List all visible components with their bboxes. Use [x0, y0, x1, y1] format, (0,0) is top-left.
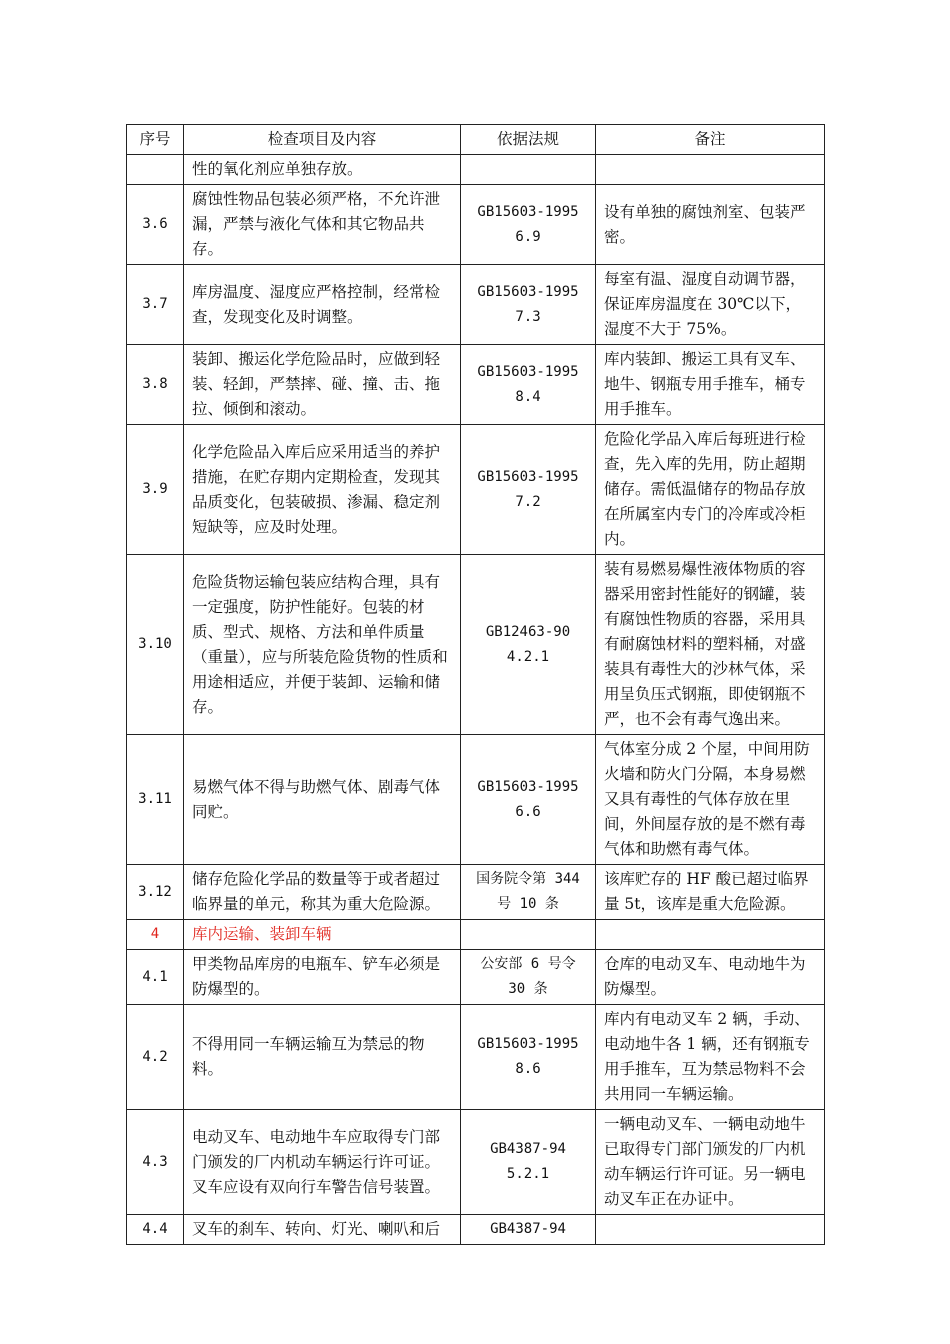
- table-header-row: [127, 125, 825, 155]
- table-row: [127, 1215, 825, 1245]
- row-item: 装卸、搬运化学危险品时，应做到轻装、轻卸，严禁摔、碰、撞、击、拖拉、倾倒和滚动。: [184, 345, 461, 425]
- row-item: 危险货物运输包装应结构合理，具有一定强度，防护性能好。包装的材质、型式、规格、方法和单件质量（重量），应与所装危险货物的性质和用途相适应，并便于装卸、运输和储存。: [184, 555, 461, 735]
- row-item: 不得用同一车辆运输互为禁忌的物料。: [184, 1005, 461, 1110]
- row-number: 3.12: [127, 865, 184, 920]
- row-note: [596, 155, 825, 185]
- header-note: 备注: [596, 125, 825, 155]
- row-law: 国务院令第 344 号 10 条: [461, 865, 596, 920]
- row-number: 4.4: [127, 1215, 184, 1245]
- row-note: 每室有温、湿度自动调节器，保证库房温度在 30℃以下，湿度不大于 75%。: [596, 265, 825, 345]
- row-number: 4.2: [127, 1005, 184, 1110]
- header-law: 依据法规: [461, 125, 596, 155]
- row-note: 一辆电动叉车、一辆电动地牛已取得专门部门颁发的厂内机动车辆运行许可证。另一辆电动叉车正在办证中。: [596, 1110, 825, 1215]
- row-note: 库内有电动叉车 2 辆，手动、电动地牛各 1 辆，还有钢瓶专用手推车，互为禁忌物料不会共用同一车辆运输。: [596, 1005, 825, 1110]
- row-number: 3.9: [127, 425, 184, 555]
- table-row: [127, 950, 825, 1005]
- row-number: 3.11: [127, 735, 184, 865]
- row-note: [596, 920, 825, 950]
- row-item: 易燃气体不得与助燃气体、剧毒气体同贮。: [184, 735, 461, 865]
- row-item: 腐蚀性物品包装必须严格，不允许泄漏，严禁与液化气体和其它物品共存。: [184, 185, 461, 265]
- section-row: [127, 920, 825, 950]
- header-item: 检查项目及内容: [184, 125, 461, 155]
- row-item: 化学危险品入库后应采用适当的养护措施，在贮存期内定期检查，发现其品质变化，包装破损、渗漏、稳定剂短缺等，应及时处理。: [184, 425, 461, 555]
- row-law: GB15603-1995 8.6: [461, 1005, 596, 1110]
- row-number: 3.6: [127, 185, 184, 265]
- row-note: 库内装卸、搬运工具有叉车、地牛、钢瓶专用手推车，桶专用手推车。: [596, 345, 825, 425]
- table-row: [127, 865, 825, 920]
- row-item: 甲类物品库房的电瓶车、铲车必须是防爆型的。: [184, 950, 461, 1005]
- table-row: [127, 735, 825, 865]
- table-row: [127, 345, 825, 425]
- row-law: GB15603-1995 6.6: [461, 735, 596, 865]
- row-item: 叉车的刹车、转向、灯光、喇叭和后: [184, 1215, 461, 1245]
- row-law: [461, 155, 596, 185]
- row-note: 危险化学品入库后每班进行检查，先入库的先用，防止超期储存。需低温储存的物品存放在所属室内专门的冷库或冷柜内。: [596, 425, 825, 555]
- inspection-table: [126, 124, 825, 1245]
- table-row: [127, 265, 825, 345]
- row-law: GB4387-94: [461, 1215, 596, 1245]
- row-note: 仓库的电动叉车、电动地牛为防爆型。: [596, 950, 825, 1005]
- row-number: 4.1: [127, 950, 184, 1005]
- row-number: 4: [127, 920, 184, 950]
- row-number: 4.3: [127, 1110, 184, 1215]
- table-row: [127, 155, 825, 185]
- row-note: 气体室分成 2 个屋，中间用防火墙和防火门分隔，本身易燃又具有毒性的气体存放在里间，外间屋存放的是不燃有毒气体和助燃有毒气体。: [596, 735, 825, 865]
- header-no: 序号: [127, 125, 184, 155]
- table-row: [127, 425, 825, 555]
- row-law: GB15603-1995 7.3: [461, 265, 596, 345]
- table-row: [127, 555, 825, 735]
- row-number: 3.7: [127, 265, 184, 345]
- row-item: 库房温度、湿度应严格控制，经常检查，发现变化及时调整。: [184, 265, 461, 345]
- row-item: 库内运输、装卸车辆: [184, 920, 461, 950]
- row-law: GB15603-1995 6.9: [461, 185, 596, 265]
- row-number: [127, 155, 184, 185]
- row-law: GB15603-1995 7.2: [461, 425, 596, 555]
- row-item: 储存危险化学品的数量等于或者超过临界量的单元，称其为重大危险源。: [184, 865, 461, 920]
- row-number: 3.10: [127, 555, 184, 735]
- row-note: 该库贮存的 HF 酸已超过临界量 5t，该库是重大危险源。: [596, 865, 825, 920]
- row-item: 电动叉车、电动地牛车应取得专门部门颁发的厂内机动车辆运行许可证。叉车应设有双向行车警告信号装置。: [184, 1110, 461, 1215]
- table-row: [127, 185, 825, 265]
- row-law: GB4387-94 5.2.1: [461, 1110, 596, 1215]
- row-note: 设有单独的腐蚀剂室、包装严密。: [596, 185, 825, 265]
- row-note: [596, 1215, 825, 1245]
- row-law: [461, 920, 596, 950]
- table-row: [127, 1110, 825, 1215]
- row-item: 性的氧化剂应单独存放。: [184, 155, 461, 185]
- row-law: 公安部 6 号令 30 条: [461, 950, 596, 1005]
- row-law: GB12463-90 4.2.1: [461, 555, 596, 735]
- row-law: GB15603-1995 8.4: [461, 345, 596, 425]
- table-row: [127, 1005, 825, 1110]
- row-number: 3.8: [127, 345, 184, 425]
- row-note: 装有易燃易爆性液体物质的容器采用密封性能好的钢罐，装有腐蚀性物质的容器，采用具有耐腐蚀材料的塑料桶，对盛装具有毒性大的沙林气体，采用呈负压式钢瓶，即使钢瓶不严，也不会有毒气逸出来。: [596, 555, 825, 735]
